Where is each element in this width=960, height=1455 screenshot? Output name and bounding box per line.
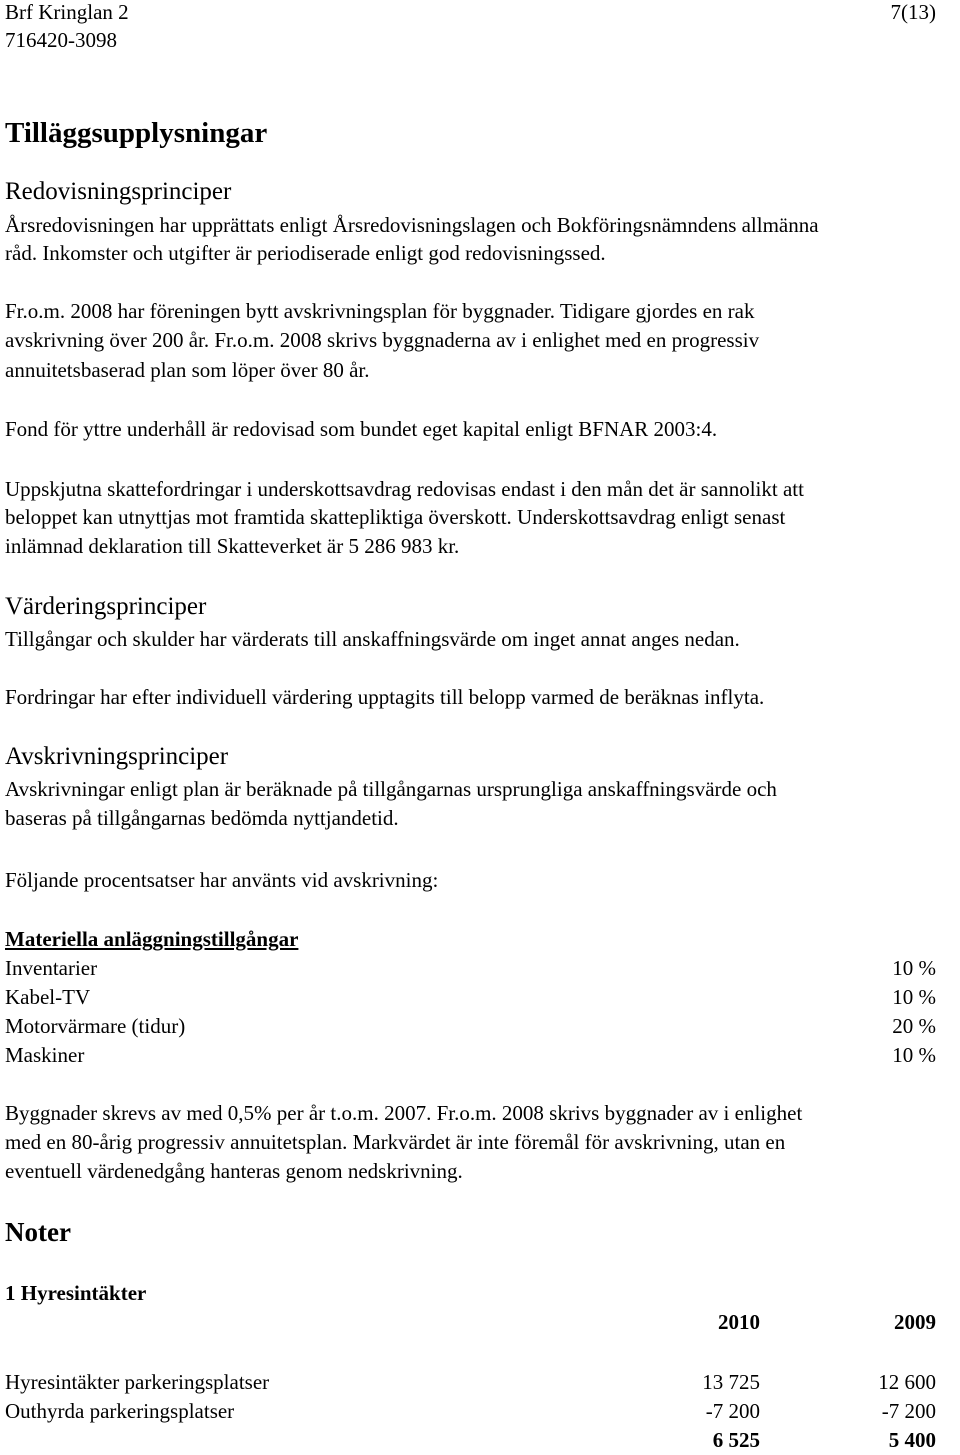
section-heading-avskrivning: Avskrivningsprinciper <box>5 743 229 770</box>
paragraph-line: med en 80-årig progressiv annuitetsplan. Markvärdet är inte föremål för avskrivning, utan en <box>5 1130 786 1154</box>
table-row-label: Outhyrda parkeringsplatser <box>5 1399 235 1423</box>
table-cell: 12 600 <box>878 1370 936 1394</box>
table-cell: -7 200 <box>705 1399 760 1423</box>
total-cell: 6 525 <box>712 1428 760 1452</box>
paragraph-line: Avskrivningar enligt plan är beräknade på tillgångarnas ursprungliga anskaffningsvärde och <box>5 777 777 801</box>
table-heading: Materiella anläggningstillgångar <box>5 927 299 951</box>
rate-value: 10 % <box>892 1043 936 1067</box>
total-cell: 5 400 <box>888 1428 936 1452</box>
section-heading-vardering: Värderingsprinciper <box>5 593 207 620</box>
rate-label: Inventarier <box>5 956 98 980</box>
org-number: 716420-3098 <box>5 28 117 52</box>
rate-value: 20 % <box>892 1014 936 1038</box>
rate-label: Kabel-TV <box>5 985 91 1009</box>
paragraph-line: Byggnader skrevs av med 0,5% per år t.o.m. 2007. Fr.o.m. 2008 skrivs byggnader av i enlighet <box>5 1101 803 1125</box>
paragraph-line: Följande procentsatser har använts vid avskrivning: <box>5 868 439 892</box>
section-heading-noter: Noter <box>5 1217 71 1247</box>
paragraph-line: Fr.o.m. 2008 har föreningen bytt avskrivningsplan för byggnader. Tidigare gjordes en rak <box>5 299 755 323</box>
table-row-label: Hyresintäkter parkeringsplatser <box>5 1370 270 1394</box>
paragraph-line: Årsredovisningen har upprättats enligt Årsredovisningslagen och Bokföringsnämndens allmänna <box>5 213 819 237</box>
paragraph-line: beloppet kan utnyttjas mot framtida skattepliktiga överskott. Underskottsavdrag enligt senast <box>5 505 786 529</box>
year-column-header: 2009 <box>894 1310 936 1334</box>
org-name: Brf Kringlan 2 <box>5 0 129 24</box>
page-number: 7(13) <box>890 0 936 24</box>
paragraph-line: Fordringar har efter individuell värdering upptagits till belopp varmed de beräknas inflyta. <box>5 685 765 709</box>
paragraph-line: Fond för yttre underhåll är redovisad som bundet eget kapital enligt BFNAR 2003:4. <box>5 417 718 441</box>
rate-label: Motorvärmare (tidur) <box>5 1014 186 1038</box>
paragraph-line: eventuell värdenedgång hanteras genom nedskrivning. <box>5 1159 463 1183</box>
table-cell: 13 725 <box>702 1370 760 1394</box>
paragraph-line: Uppskjutna skattefordringar i underskottsavdrag redovisas endast i den mån det är sannolikt att <box>5 477 804 501</box>
table-cell: -7 200 <box>881 1399 936 1423</box>
section-heading-redovisning: Redovisningsprinciper <box>5 178 232 205</box>
paragraph-line: annuitetsbaserad plan som löper över 80 år. <box>5 358 370 382</box>
paragraph-line: baseras på tillgångarnas bedömda nyttjandetid. <box>5 806 399 830</box>
rate-label: Maskiner <box>5 1043 85 1067</box>
rate-value: 10 % <box>892 956 936 980</box>
paragraph-line: råd. Inkomster och utgifter är periodiserade enligt god redovisningssed. <box>5 241 606 265</box>
paragraph-line: inlämnad deklaration till Skatteverket är 5 286 983 kr. <box>5 534 460 558</box>
note-title: 1 Hyresintäkter <box>5 1281 147 1305</box>
paragraph-line: avskrivning över 200 år. Fr.o.m. 2008 skrivs byggnaderna av i enlighet med en progressiv <box>5 328 760 352</box>
paragraph-line: Tillgångar och skulder har värderats till anskaffningsvärde om inget annat anges nedan. <box>5 627 740 651</box>
rate-value: 10 % <box>892 985 936 1009</box>
year-column-header: 2010 <box>718 1310 760 1334</box>
page-title: Tilläggsupplysningar <box>5 117 268 149</box>
